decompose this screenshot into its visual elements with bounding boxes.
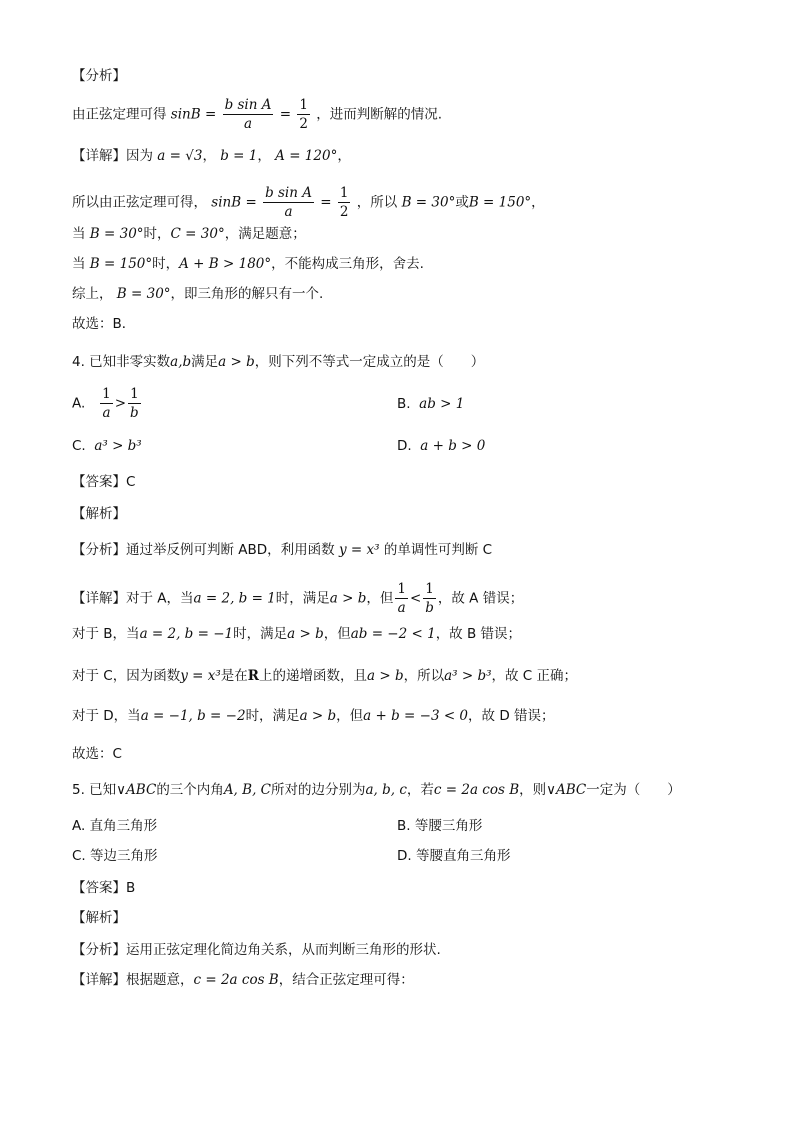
q4-choice: 故选：C [72, 746, 122, 762]
q5-analysis-label: 【解析】 [72, 910, 126, 926]
q5-fenxi: 【分析】运用正弦定理化简边角关系，从而判断三角形的形状. [72, 942, 441, 958]
q3-case2-line: 当 B = 150°时，A + B > 180°，不能构成三角形，舍去. [72, 256, 424, 272]
q4-option-a: A. $\frac{1}{a}$ > $\frac{1}{b}$ [72, 386, 139, 421]
fraction: $\frac{\text{b sin A}}{a}$ [265, 185, 312, 220]
q4-fenxi: 【分析】通过举反例可判断 ABD，利用函数 y = x³ 的单调性可判断 C [72, 542, 493, 558]
fraction: $\frac{1}{b}$ [425, 581, 434, 616]
q3-step2-line: 所以由正弦定理可得， sinB = $\frac{\text{b sin A}}{a}$ = $\frac{1}{2}$ ，所以 B = 30°或B = 150°， [72, 185, 545, 220]
q4-stem: 4. 已知非零实数a,b满足a > b，则下列不等式一定成立的是（ ） [72, 354, 485, 370]
q4-detail-b: 对于 B，当a = 2, b = −1时，满足a > b，但ab = −2 < 1，故 B 错误； [72, 626, 522, 642]
fraction: $\frac{1}{2}$ [339, 185, 349, 220]
text: ，进而判断解的情况. [316, 106, 443, 123]
q3-summary-line: 综上， B = 30°，即三角形的解只有一个. [72, 286, 324, 302]
fraction: $\frac{1}{a}$ [397, 581, 406, 616]
q5-option-d: D. 等腰直角三角形 [397, 848, 511, 864]
q3-case1-line: 当 B = 30°时，C = 30°，满足题意； [72, 226, 306, 242]
q5-detail: 【详解】根据题意，c = 2a cos B，结合正弦定理可得： [72, 972, 414, 988]
q3-choice: 故选：B． [72, 316, 136, 332]
q5-answer: 【答案】B [72, 880, 136, 896]
analysis-heading: 【分析】 [72, 68, 126, 84]
q5-option-b: B. 等腰三角形 [397, 818, 483, 834]
q4-detail-a: 【详解】对于 A，当a = 2, b = 1时，满足a > b，但 $\frac{1}{a}$ < $\frac{1}{b}$ ，故 A 错误； [72, 581, 524, 616]
q4-answer: 【答案】C [72, 474, 136, 490]
q4-option-b: B. ab > 1 [397, 396, 465, 412]
q3-analysis-line: 由正弦定理可得 sinB = $\frac{\text{b sin A}}{a}$ = $\frac{1}{2}$ ，进而判断解的情况. [72, 97, 443, 132]
q4-option-d: D. a + b > 0 [397, 438, 486, 454]
fraction: $\frac{1}{a}$ [102, 386, 111, 421]
q5-option-c: C. 等边三角形 [72, 848, 158, 864]
fraction: $\frac{1}{2}$ [299, 97, 308, 132]
text: 由正弦定理可得 [72, 106, 167, 123]
q4-analysis-label: 【解析】 [72, 506, 126, 522]
math-expr: sinB = [170, 106, 217, 123]
q4-option-c: C. a³ > b³ [72, 438, 142, 454]
q5-option-a: A. 直角三角形 [72, 818, 158, 834]
q5-stem: 5. 已知∨ABC的三个内角A, B, C所对的边分别为a, b, c，若c = 2a cos B，则∨ABC一定为（ ） [72, 782, 681, 798]
q3-detail-line: 【详解】因为 a = √3， b = 1， A = 120°， [72, 148, 351, 164]
fraction: $\frac{1}{b}$ [130, 386, 139, 421]
q4-detail-c: 对于 C，因为函数y = x³是在R上的递增函数，且a > b，所以a³ > b³，故 C 正确； [72, 668, 578, 684]
q4-detail-d: 对于 D，当a = −1, b = −2时，满足a > b，但a + b = −3 < 0，故 D 错误； [72, 708, 555, 724]
fraction: $\frac{\text{b sin A}}{a}$ [224, 97, 272, 132]
